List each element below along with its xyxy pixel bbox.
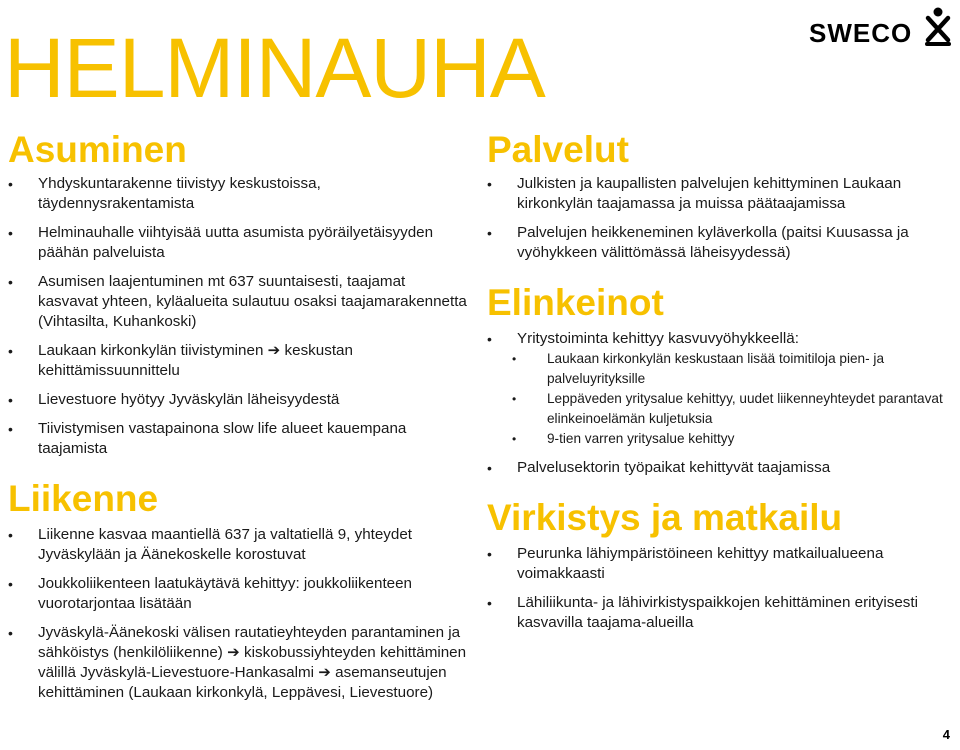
virkistys-list	[487, 544, 955, 633]
list-item: • Laukaan kirkonkylän tiivistyminen ➔ keskustan kehittämissuunnittelu	[8, 341, 468, 381]
sub-list-item: • 9-tien varren yritysalue kehittyy	[487, 429, 955, 449]
logo-text: SWECO	[809, 18, 913, 48]
list-item: • Asumisen laajentuminen mt 637 suuntaisesti, taajamat kasvavat yhteen, kyläalueita sulautuu osaksi taajamarakennetta (Vihtasilta, Kuhankoski)	[8, 272, 468, 332]
list-item: • Palvelujen heikkeneminen kyläverkolla (paitsi Kuusassa ja vyöhykkeen välittömässä läheisyydessä)	[487, 223, 955, 263]
heading-liikenne: Liikenne	[8, 478, 159, 519]
list-item: • Peurunka lähiympäristöineen kehittyy matkailualueena voimakkaasti	[487, 544, 955, 584]
page-number: 4	[942, 727, 950, 742]
list-item: • Jyväskylä-Äänekoski välisen rautatieyhteyden parantaminen ja sähköistys (henkilöliikenne) ➔ kiskobussiyhteyden kehittäminen välillä Jyväskylä-Lievestuore-Hankasalmi ➔ asemanseutujen kehittäminen (Laukaan kirkonkylä, Leppävesi, Lievestuore)	[8, 623, 468, 703]
page-title: HELMINAUHA	[4, 21, 545, 115]
palvelut-list	[487, 174, 955, 263]
heading-virkistys: Virkistys ja matkailu	[487, 497, 843, 538]
heading-elinkeinot: Elinkeinot	[487, 282, 664, 323]
list-item: • Tiivistymisen vastapainona slow life alueet kauempana taajamista	[8, 419, 468, 459]
asuminen-list	[8, 174, 468, 459]
list-item: • Lähiliikunta- ja lähivirkistyspaikkojen kehittäminen erityisesti kasvavilla taajama-alueilla	[487, 593, 955, 633]
left-column	[8, 130, 468, 703]
list-item: • Joukkoliikenteen laatukäytävä kehittyy: joukkoliikenteen vuorotarjontaa lisätään	[8, 574, 468, 614]
list-item: • Yritystoiminta kehittyy kasvuvyöhykkeellä:	[487, 329, 955, 349]
list-item: • Palvelusektorin työpaikat kehittyvät taajamissa	[487, 458, 955, 478]
list-item: • Liikenne kasvaa maantiellä 637 ja valtatiellä 9, yhteydet Jyväskylään ja Äänekoskelle korostuvat	[8, 525, 468, 565]
right-column	[487, 130, 955, 633]
list-item: • Julkisten ja kaupallisten palvelujen kehittyminen Laukaan kirkonkylän taajamassa ja muissa päätaajamissa	[487, 174, 955, 214]
sub-list-item: • Leppäveden yritysalue kehittyy, uudet liikenneyhteydet parantavat elinkeinoelämän kuljetuksia	[487, 389, 955, 429]
heading-asuminen: Asuminen	[8, 129, 187, 170]
liikenne-list	[8, 525, 468, 703]
list-item: • Yhdyskuntarakenne tiivistyy keskustoissa, täydennysrakentamista	[8, 174, 468, 214]
list-item: • Lievestuore hyötyy Jyväskylän läheisyydestä	[8, 390, 468, 410]
list-item: • Helminauhalle viihtyisää uutta asumista pyöräilyetäisyyden päähän palveluista	[8, 223, 468, 263]
sweco-logo	[809, 6, 954, 48]
sub-list-item: • Laukaan kirkonkylän keskustaan lisää toimitiloja pien- ja palveluyrityksille	[487, 349, 955, 389]
sweco-figure-icon	[922, 6, 954, 48]
heading-palvelut: Palvelut	[487, 129, 629, 170]
elinkeinot-list	[487, 329, 955, 478]
